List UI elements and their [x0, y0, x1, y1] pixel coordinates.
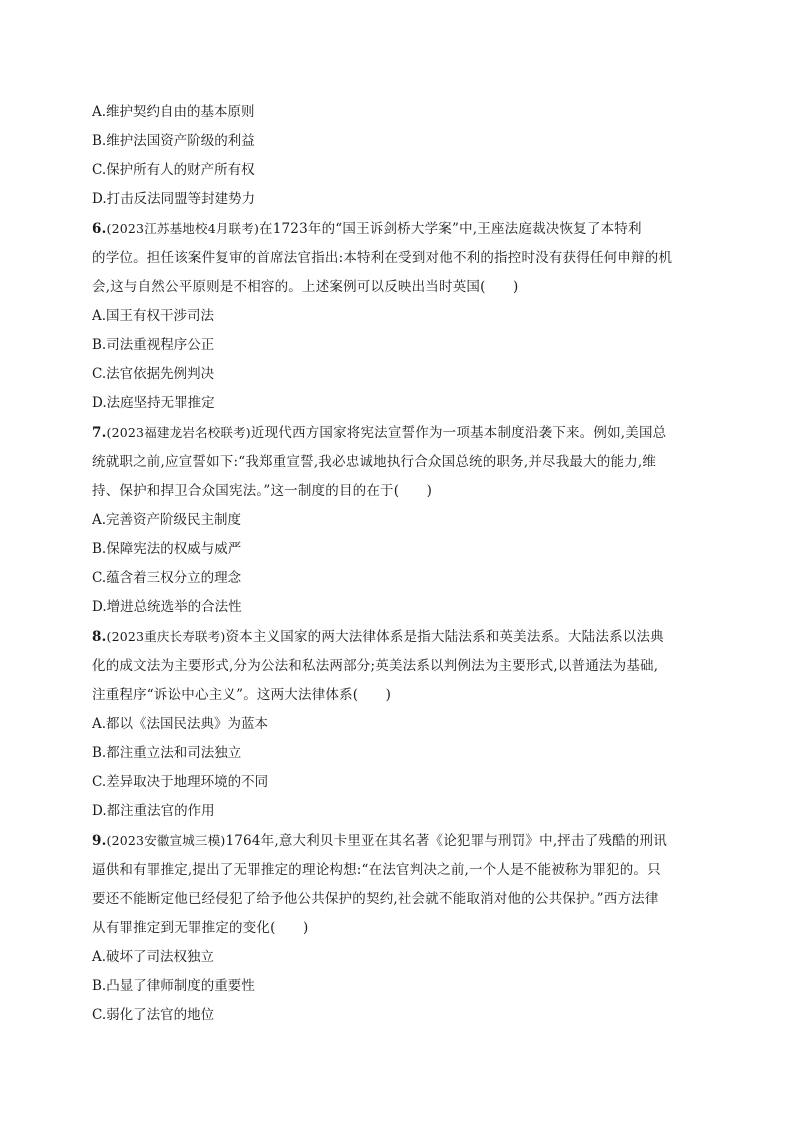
question-8 [92, 622, 704, 826]
option-c: C.蕴含着三权分立的理念 [92, 570, 242, 586]
question-text: 持、保护和捍卫合众国宪法。”这一制度的目的在于( ) [92, 483, 433, 499]
option-b: B.司法重视程序公正 [92, 337, 215, 353]
option-d: D.打击反法同盟等封建势力 [92, 191, 256, 207]
question-text: 近现代西方国家将宪法宣誓作为一项基本制度沿袭下来。例如,美国总 [250, 425, 667, 441]
question-text: 在1723年的“国王诉剑桥大学案”中,王座法庭裁决恢复了本特利 [259, 221, 642, 237]
option-c: C.保护所有人的财产所有权 [92, 162, 255, 178]
question-number: 7. [92, 425, 107, 441]
option-c: C.弱化了法官的地位 [92, 1007, 215, 1023]
option-d: D.都注重法官的作用 [92, 803, 215, 819]
question-text: 化的成文法为主要形式,分为公法和私法两部分;英美法系以判例法为主要形式,以普通法为基础, [92, 658, 659, 674]
option-c: C.差异取决于地理环境的不同 [92, 774, 269, 790]
question-6 [92, 214, 704, 418]
question-number: 9. [92, 833, 107, 849]
question-stem-line [92, 622, 704, 652]
question-source: (2023重庆长寿联考) [106, 629, 226, 644]
option-a: A.维护契约自由的基本原则 [92, 104, 255, 120]
question-source: (2023福建龙岩名校联考) [106, 425, 251, 440]
question-5-options [92, 98, 704, 214]
option-c: C.法官依据先例判决 [92, 366, 215, 382]
option-d: D.法庭坚持无罪推定 [92, 395, 215, 411]
question-number: 6. [92, 221, 107, 237]
question-text: 统就职之前,应宣誓如下:“我郑重宣誓,我必忠诚地执行合众国总统的职务,并尽我最大的能力,维 [92, 454, 657, 470]
question-text: 从有罪推定到无罪推定的变化( ) [92, 920, 309, 936]
question-stem-line [92, 418, 704, 448]
question-9 [92, 826, 704, 1030]
option-d: D.增进总统选举的合法性 [92, 599, 242, 615]
question-text: 的学位。担任该案件复审的首席法官指出:本特利在受到对他不利的指控时没有获得任何申辩的机 [92, 250, 673, 266]
question-source: (2023安徽宣城三模) [106, 833, 226, 848]
question-text: 要还不能断定他已经侵犯了给予他公共保护的契约,社会就不能取消对他的公共保护。”西方法律 [92, 891, 659, 907]
option-b: B.保障宪法的权威与威严 [92, 541, 242, 557]
question-text: 资本主义国家的两大法律体系是指大陆法系和英美法系。大陆法系以法典 [225, 629, 664, 645]
question-stem-line [92, 214, 704, 244]
question-stem-line [92, 826, 704, 856]
option-a: A.都以《法国民法典》为蓝本 [92, 716, 269, 732]
option-b: B.都注重立法和司法独立 [92, 745, 242, 761]
question-text: 逼供和有罪推定,提出了无罪推定的理论构想:“在法官判决之前,一个人是不能被称为罪犯的。只 [92, 862, 661, 878]
option-a: A.破坏了司法权独立 [92, 949, 215, 965]
option-a: A.完善资产阶级民主制度 [92, 512, 242, 528]
question-number: 8. [92, 629, 107, 645]
exam-page [92, 98, 704, 1030]
question-text: 1764年,意大利贝卡里亚在其名著《论犯罪与刑罚》中,抨击了残酷的刑讯 [225, 833, 667, 849]
question-text: 注重程序“诉讼中心主义”。这两大法律体系( ) [92, 687, 392, 703]
question-7 [92, 418, 704, 622]
option-a: A.国王有权干涉司法 [92, 308, 215, 324]
question-source: (2023江苏基地校4月联考) [106, 221, 260, 236]
option-b: B.凸显了律师制度的重要性 [92, 978, 255, 994]
question-text: 会,这与自然公平原则是不相容的。上述案例可以反映出当时英国( ) [92, 279, 519, 295]
option-b: B.维护法国资产阶级的利益 [92, 133, 255, 149]
